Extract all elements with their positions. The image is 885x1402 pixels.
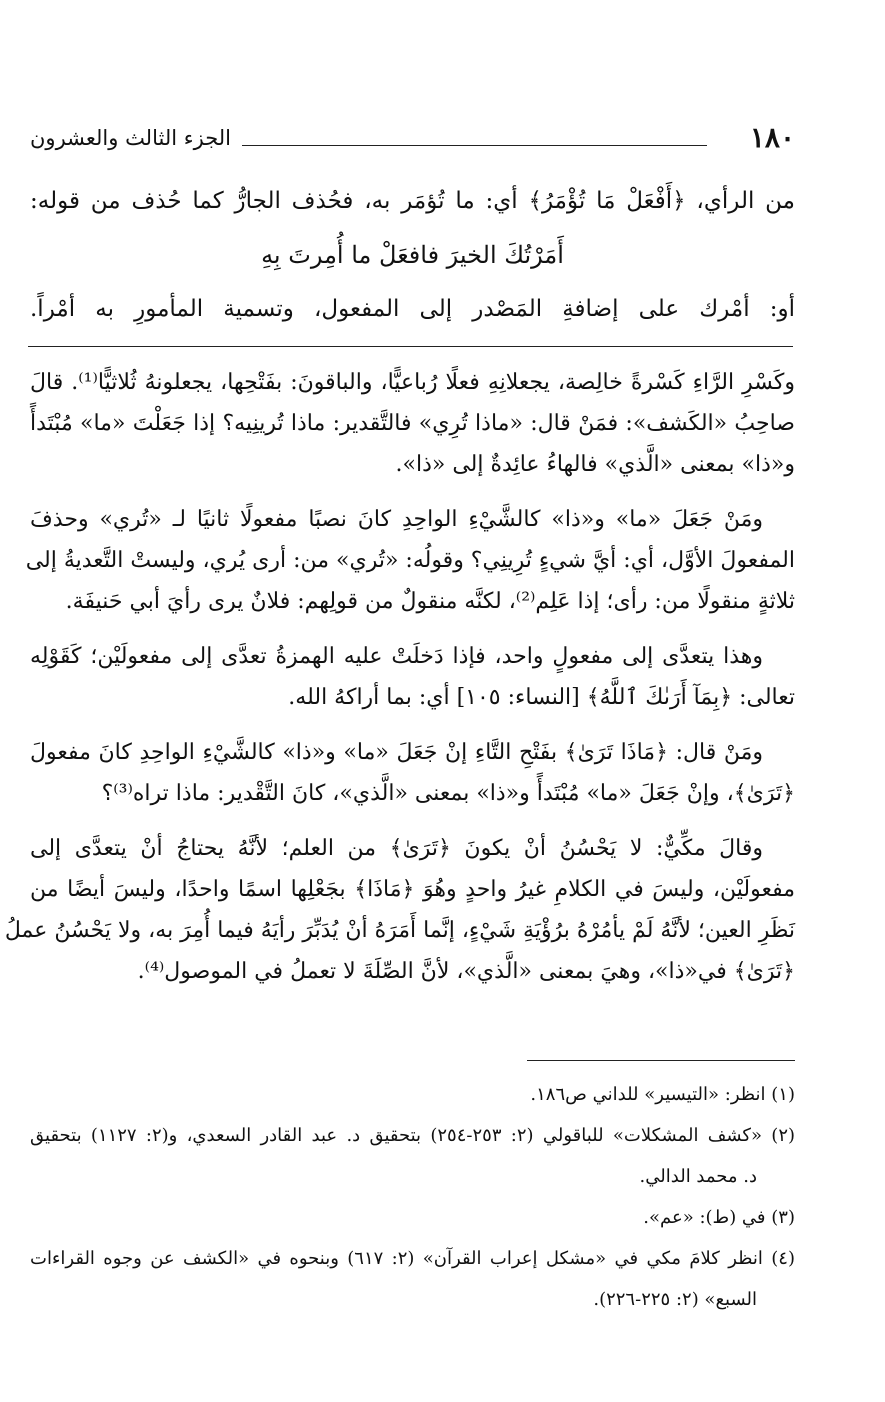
text-line: ﴿تَرَىٰ﴾، وإنْ جَعَلَ «ما» مُبْتَدأً و«ذا» بمعنى «الَّذي»، كانَ التَّقْدير: ماذا تراه⁽³⁾؟ [101,781,795,806]
section-divider [28,346,793,347]
text-line: نَظَرِ العين؛ لأنَّهُ لَمْ يأمُرْهُ برُؤْيَةِ شَيْءٍ، إنَّما أَمَرَهُ أنْ يُدَبِّرَ رأيَهُ فيما أُمِرَ به، ولا يَحْسُنُ عملُ [4,918,795,943]
text-line: وهذا يتعدَّى إلى مفعولٍ واحد، فإذا دَخلَتْ عليه الهمزةُ تعدَّى إلى مفعولَيْن؛ كَقَوْلِه [30,644,763,669]
paragraph [30,362,795,485]
commentary-line: من الرأي، ﴿أَفْعَلْ مَا تُؤْمَرُ﴾ أي: ما تُؤمَر به، فحُذف الجارُّ كما حُذف من قوله: [30,188,795,214]
text-line: تعالى: ﴿بِمَآ أَرَىٰكَ ٱللَّهُ﴾ [النساء: ١٠٥] أي: بما أراكهُ الله. [288,685,795,710]
footnote-2: (٢) «كشف المشكلات» للباقولي (٢: ٢٥٣-٢٥٤) بتحقيق د. عبد القادر السعدي، و(٢: ١١٢٧) بتحقيق [30,1125,796,1146]
text-line: صاحِبُ «الكَشف»: فمَنْ قال: «ماذا تُرِي» فالتَّقدير: ماذا تُرينِيه؟ إذا جَعَلْتَ «ما» مُبْتَدأً [30,411,795,436]
text-line: ومَنْ جَعَلَ «ما» و«ذا» كالشَّيْءِ الواحِدِ كانَ نصبًا مفعولًا ثانيًا لـ «تُري» وحذفَ [30,507,763,532]
text-line: مفعولَيْن، وليسَ في الكلامِ غيرُ واحدٍ وهُوَ ﴿مَاذَا﴾ بجَعْلِها اسمًا واحدًا، وليسَ أيضًا من [30,877,795,902]
footnote-3: (٣) في (ط): «عم». [643,1207,795,1228]
paragraph [4,828,795,992]
header-rule [242,145,707,146]
running-head: الجزء الثالث والعشرون [30,126,231,150]
text-line: ﴿تَرَىٰ﴾ في«ذا»، وهيَ بمعنى «الَّذي»، لأنَّ الصِّلَةَ لا تعملُ في الموصول⁽⁴⁾. [137,959,795,984]
text-line: وقالَ مكِّيٌّ: لا يَحْسُنُ أنْ يكونَ ﴿تَرَىٰ﴾ من العلم؛ لأنَّهُ يحتاجُ أنْ يتعدَّى إلى [30,836,763,861]
poetry-verse: أَمَرْتُكَ الخيرَ فافعَلْ ما أُمِرتَ بِهِ [261,241,564,269]
footnote-divider [527,1060,795,1061]
commentary-block [30,174,795,336]
footnote-4-continuation: السبع» (٢: ٢٢٥-٢٢٦). [593,1289,757,1310]
text-line: ثلاثةٍ منقولًا من: رأى؛ إذا عَلِم⁽²⁾، لكنَّه منقولٌ من قولِهم: فلانٌ يرى رأيَ أبي حَنيفَة. [65,589,795,614]
text-line: و«ذا» بمعنى «الَّذي» فالهاءُ عائِدةٌ إلى «ذا». [395,452,795,477]
footnote-2-continuation: د. محمد الدالي. [639,1166,757,1187]
paragraph [30,636,795,718]
paragraph [30,732,795,814]
footnotes [30,1074,795,1320]
page-header [30,118,795,158]
footnote-1: (١) انظر: «التيسير» للداني ص١٨٦. [530,1084,795,1105]
page-number: ١٨٠ [749,121,795,154]
footnote-4: (٤) انظر كلامَ مكي في «مشكل إعراب القرآن» (٢: ٦١٧) وبنحوه في «الكشف عن وجوه القراءات [30,1248,795,1269]
text-line: ومَنْ قال: ﴿مَاذَا تَرَىٰ﴾ بفَتْحِ التَّاءِ إنْ جَعَلَ «ما» و«ذا» كالشَّيْءِ الواحِدِ كانَ مفعولَ [30,740,763,765]
text-line: وكَسْرِ الرَّاءِ كَسْرةً خالِصة، يجعلانِهِ فعلًا رُباعيًّا، والباقونَ: بفَتْحِها، يجعلونهُ ثُلاثيًّا⁽¹⁾. قالَ [30,370,795,395]
main-text [4,362,795,1006]
paragraph [25,499,795,622]
commentary-line: أو: أمْرك على إضافةِ المَصْدر إلى المفعول، وتسمية المأمورِ به أمْراً. [30,296,795,322]
text-line: المفعولَ الأوَّل، أي: أيَّ شيءٍ تُرِينِي؟ وقولُه: «تُري» من: أرى يُري، وليستْ التَّعديةُ إلى [25,548,795,573]
book-page [4,0,796,1402]
